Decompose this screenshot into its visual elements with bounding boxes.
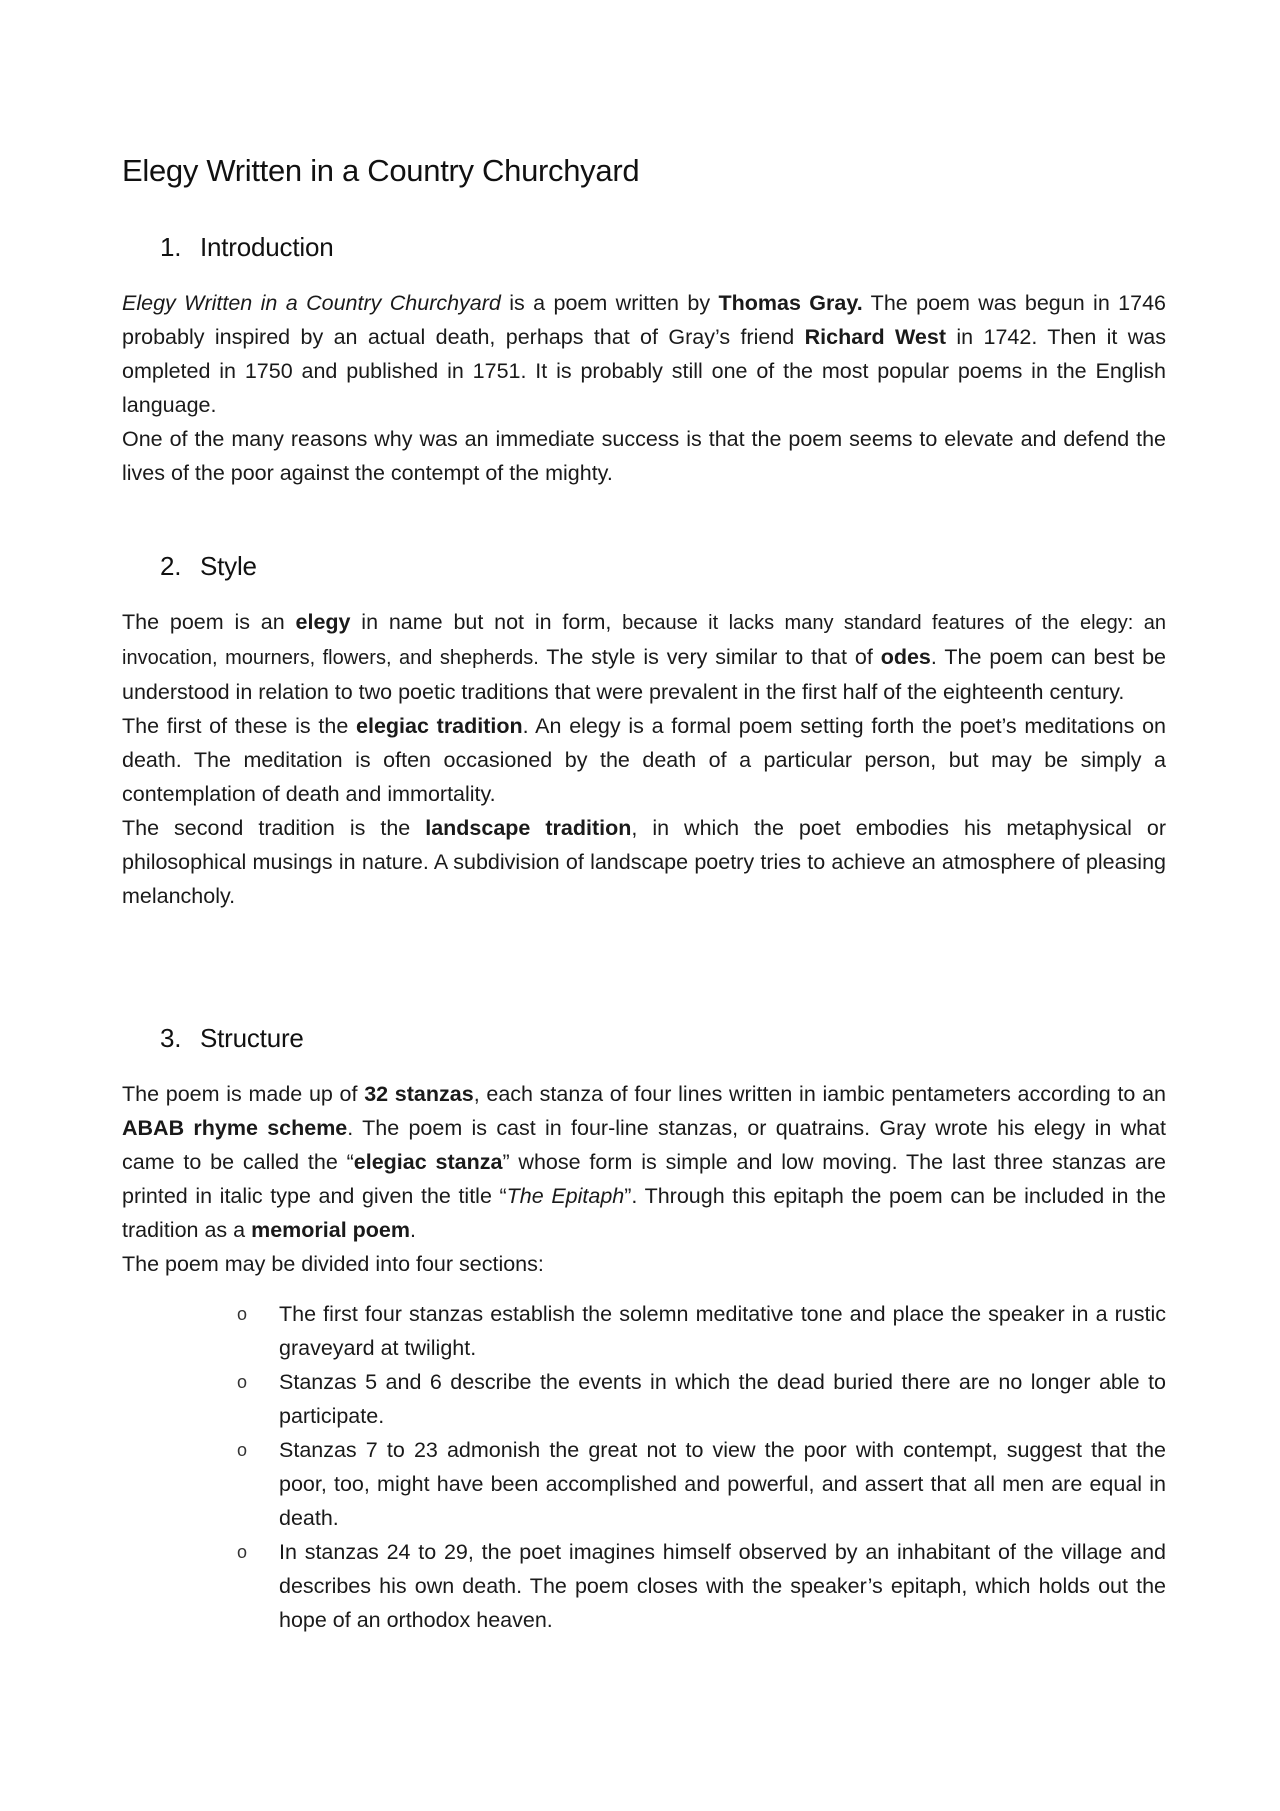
section-number: 3.: [160, 1023, 182, 1053]
text-run: The style is very similar to that of: [538, 645, 881, 669]
bold-text: ABAB rhyme scheme: [122, 1116, 348, 1140]
paragraph: [122, 286, 1166, 422]
bold-text: elegiac stanza: [353, 1150, 503, 1174]
paragraph: [122, 709, 1166, 811]
style-body: [122, 605, 1166, 913]
text-run: . The poem is cast in four-line stanzas, or quatrains. Gray wrote his elegy in what came to be called the “: [122, 1116, 1166, 1174]
text-run: The poem is an: [122, 610, 296, 634]
italic-text: The Epitaph: [506, 1184, 625, 1208]
list-item-text: Stanzas 5 and 6 describe the events in which the dead buried there are no longer able to participate.: [279, 1370, 1166, 1428]
sections-list: [237, 1297, 1166, 1637]
list-item: [237, 1365, 1166, 1433]
section-title: Structure: [200, 1023, 304, 1053]
list-item: [237, 1433, 1166, 1535]
structure-body: [122, 1077, 1166, 1281]
text-run: ”. Through this epitaph the poem can be included in the tradition as a: [122, 1184, 1166, 1242]
text-run: The second tradition is the: [122, 816, 426, 840]
introduction-body: [122, 286, 1166, 490]
text-run: in name but not in form,: [350, 610, 623, 634]
circle-bullet-icon: o: [237, 1304, 248, 1324]
circle-bullet-icon: o: [237, 1542, 248, 1562]
text-run: . An elegy is a formal poem setting forth the poet’s meditations on death. The meditation is often occasioned by the death of a particular person, but may be simply a contemplation of death and immortality.: [122, 714, 1167, 806]
section-number: 1.: [160, 232, 182, 262]
bold-text: 32 stanzas: [364, 1082, 474, 1106]
paragraph: The poem may be divided into four sections:: [122, 1252, 544, 1276]
section-number: 2.: [160, 551, 182, 581]
section-heading-introduction: [160, 232, 333, 263]
text-run: , in which the poet embodies his metaphysical or philosophical musings in nature. A subdivision of landscape poetry tries to achieve an atmosphere of pleasing melancholy.: [122, 816, 1166, 908]
text-run: ” whose form is simple and low moving. The last three stanzas are printed in italic type and given the title “: [122, 1150, 1167, 1208]
paragraph: [122, 811, 1166, 913]
italic-text: Elegy Written in a Country Churchyard: [122, 291, 501, 315]
text-run: is a poem written by: [500, 291, 719, 315]
text-run: , each stanza of four lines written in iambic pentameters according to an: [473, 1082, 1166, 1106]
bold-text: odes: [880, 645, 931, 669]
document-title: Elegy Written in a Country Churchyard: [122, 153, 640, 188]
text-run: The poem was begun in 1746 probably inspired by an actual death, perhaps that of Gray’s friend: [122, 291, 1166, 349]
text-run: The first of these is the: [122, 714, 357, 738]
bold-text: elegiac tradition: [356, 714, 523, 738]
text-run: .: [410, 1218, 416, 1242]
list-item: [237, 1535, 1166, 1637]
text-run: The poem is made up of: [122, 1082, 365, 1106]
list-item-text: Stanzas 7 to 23 admonish the great not to view the poor with contempt, suggest that the poor, too, might have been accomplished and powerful, and assert that all men are equal in death.: [279, 1438, 1166, 1530]
paragraph: [122, 1077, 1166, 1247]
circle-bullet-icon: o: [237, 1372, 248, 1392]
list-item: [237, 1297, 1166, 1365]
bold-text: Richard West: [804, 325, 947, 349]
bold-text: memorial poem: [251, 1218, 410, 1242]
bold-text: Thomas Gray.: [718, 291, 863, 315]
section-heading-style: [160, 551, 257, 582]
text-run: in 1742. Then it was ompleted in 1750 and published in 1751. It is probably still one of the most popular poems in the English language.: [122, 325, 1167, 417]
bold-text: elegy: [295, 610, 351, 634]
paragraph: [122, 605, 1166, 709]
circle-bullet-icon: o: [237, 1440, 248, 1460]
bold-text: landscape tradition: [425, 816, 632, 840]
section-title: Introduction: [200, 232, 334, 262]
section-heading-structure: [160, 1023, 304, 1054]
paragraph: One of the many reasons why was an immediate success is that the poem seems to elevate and defend the lives of the poor against the contempt of the mighty.: [122, 427, 1166, 485]
text-run: . The poem can best be understood in relation to two poetic traditions that were prevalent in the first half of the eighteenth century.: [122, 645, 1166, 704]
section-title: Style: [200, 551, 257, 581]
list-item-text: In stanzas 24 to 29, the poet imagines himself observed by an inhabitant of the village and describes his own death. The poem closes with the speaker’s epitaph, which holds out the hope of an orthodox heaven.: [279, 1540, 1166, 1632]
text-run: because it lacks many standard features of the elegy: an invocation, mourners, flowers, and shepherds.: [122, 612, 1166, 669]
list-item-text: The first four stanzas establish the solemn meditative tone and place the speaker in a rustic graveyard at twilight.: [279, 1302, 1166, 1360]
